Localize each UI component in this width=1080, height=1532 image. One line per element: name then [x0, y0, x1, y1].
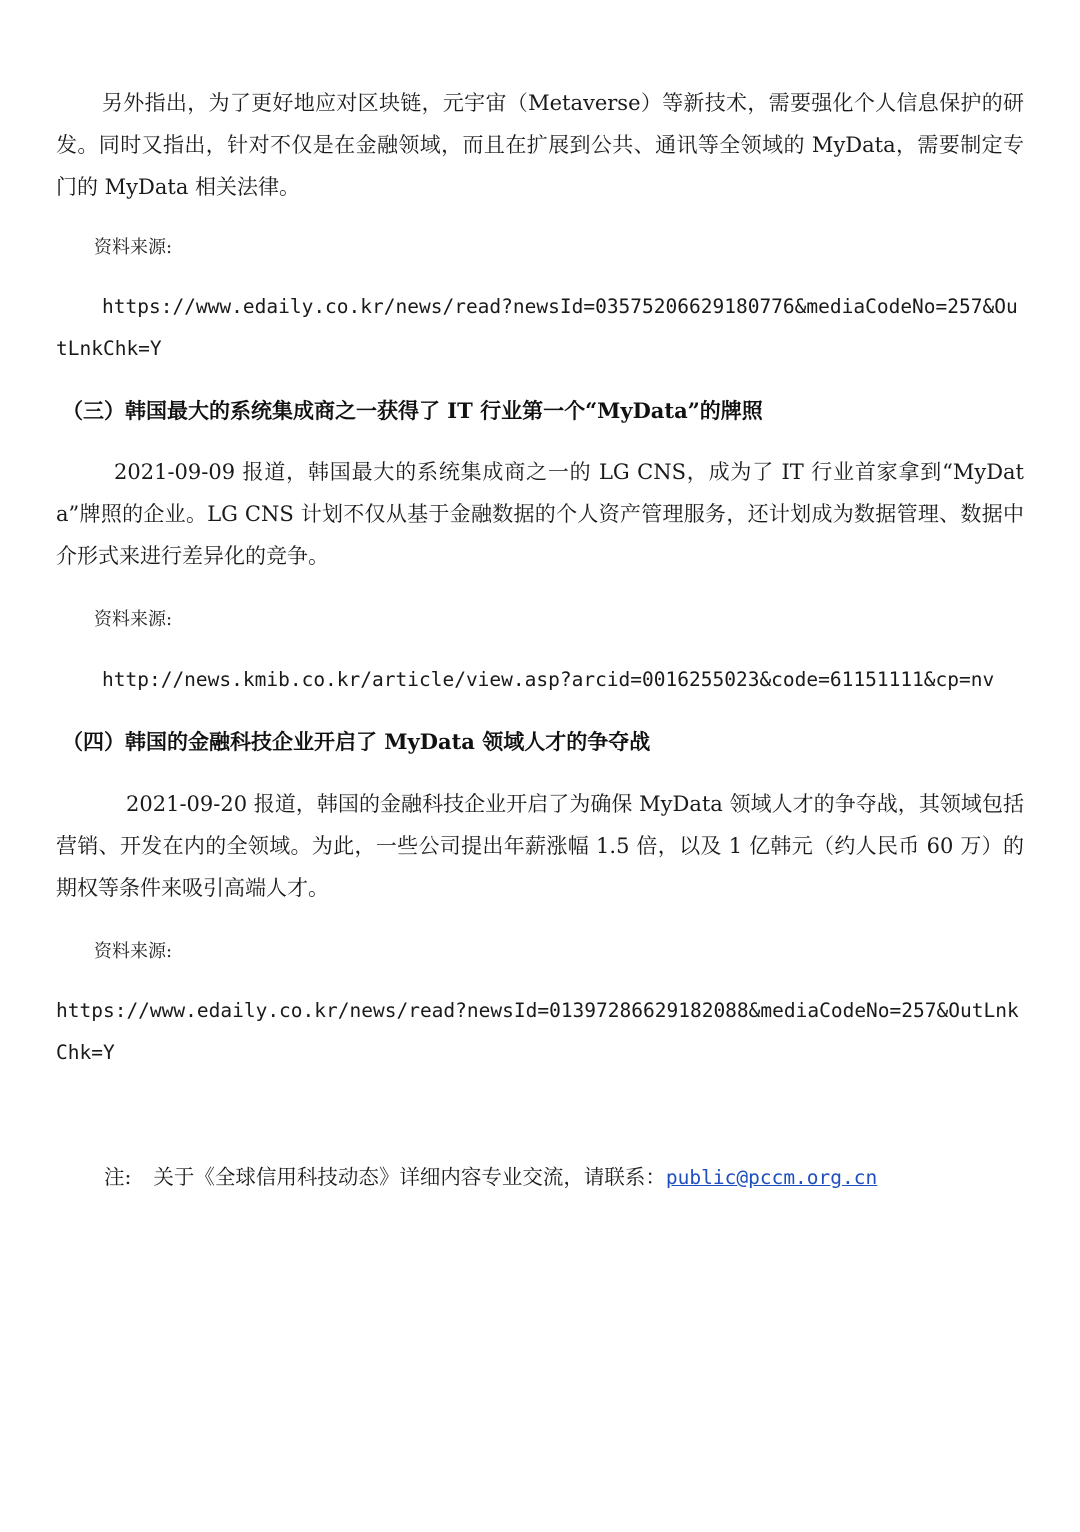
note-prefix: 注:: [104, 1165, 132, 1189]
source-label-3: 资料来源:: [94, 941, 173, 962]
contact-email-link[interactable]: public@pccm.org.cn: [665, 1166, 878, 1189]
paragraph-metaverse-privacy: 另外指出，为了更好地应对区块链，元宇宙（Metaverse）等新技术，需要强化个人信息保护的研发。同时又指出，针对不仅是在金融领域，而且在扩展到公共、通讯等全领域的 MyData，需要制定专门的 MyData 相关法律。: [56, 91, 1024, 199]
paragraph-lg-cns: 2021-09-09 报道，韩国最大的系统集成商之一的 LG CNS，成为了 IT 行业首家拿到“MyData”牌照的企业。LG CNS 计划不仅从基于金融数据的个人资产管理服务，还计划成为数据管理、数据中介形式来进行差异化的竞争。: [56, 460, 1024, 568]
source-label-1: 资料来源:: [94, 237, 173, 258]
source-url-2[interactable]: http://news.kmib.co.kr/article/view.asp?arcid=0016255023&code=61151111&cp=nv: [102, 668, 995, 691]
contact-note: [104, 1162, 877, 1193]
note-text: 关于《全球信用科技动态》详细内容专业交流，请联系：: [153, 1165, 666, 1189]
section-heading-3: （三）韩国最大的系统集成商之一获得了 IT 行业第一个“MyData”的牌照: [62, 398, 763, 423]
source-url-3[interactable]: https://www.edaily.co.kr/news/read?newsId=01397286629182088&mediaCodeNo=257&OutLnkChk=Y: [56, 999, 1019, 1064]
source-label-2: 资料来源:: [94, 609, 173, 630]
source-url-1[interactable]: https://www.edaily.co.kr/news/read?newsId=03575206629180776&mediaCodeNo=257&OutLnkChk=Y: [56, 295, 1018, 360]
section-heading-4: （四）韩国的金融科技企业开启了 MyData 领域人才的争夺战: [62, 729, 651, 754]
paragraph-fintech-talent: 2021-09-20 报道，韩国的金融科技企业开启了为确保 MyData 领域人才的争夺战，其领域包括营销、开发在内的全领域。为此，一些公司提出年薪涨幅 1.5 倍，以及 1 亿韩元（约人民币 60 万）的期权等条件来吸引高端人才。: [56, 792, 1024, 900]
